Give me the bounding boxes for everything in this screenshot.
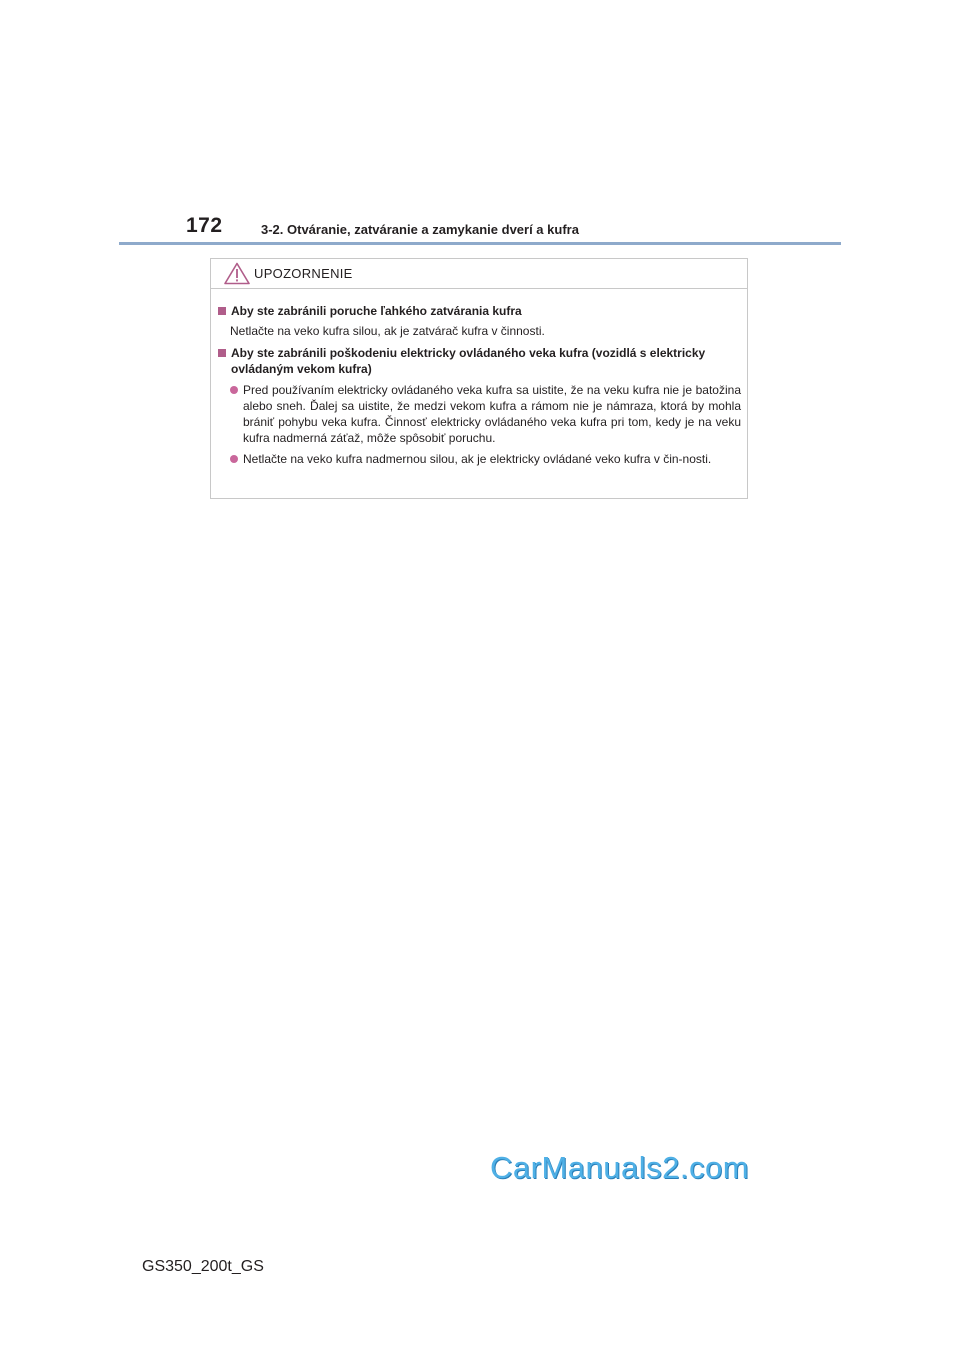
caution-body bbox=[211, 289, 747, 467]
section-title: 3-2. Otváranie, zatváranie a zamykanie dverí a kufra bbox=[261, 222, 579, 237]
caution-header bbox=[211, 259, 747, 289]
round-bullet-icon bbox=[230, 455, 238, 463]
bullet-item bbox=[230, 451, 741, 467]
watermark-logo: CarManuals2.com bbox=[490, 1150, 750, 1185]
bullet-text: Netlačte na veko kufra nadmernou silou, ak je elektricky ovládané veko kufra v čin-nosti. bbox=[243, 452, 712, 466]
header-rule bbox=[119, 242, 841, 245]
bullet-text: Pred používaním elektricky ovládaného veka kufra sa uistite, že na veku kufra nie je batožina alebo sneh. Ďalej sa uistite, že medzi vekom kufra a rámom nie je námraza, ktorá by mohla brániť pohybu veka kufra. Činnosť elektricky ovládaného veka kufra pri tom, kedy je na veku kufra nadmerná záťaž, môže spôsobiť poruchu. bbox=[243, 383, 741, 445]
caution-box bbox=[210, 258, 748, 499]
bullet-item bbox=[230, 382, 741, 446]
item-heading bbox=[217, 303, 741, 319]
caution-title: UPOZORNENIE bbox=[254, 266, 353, 281]
round-bullet-icon bbox=[230, 386, 238, 394]
item-heading bbox=[217, 345, 741, 377]
item-heading-text: Aby ste zabránili poškodeniu elektricky ovládaného veka kufra (vozidlá s elektricky ovládaným vekom kufra) bbox=[231, 346, 706, 376]
square-bullet-icon bbox=[218, 349, 226, 357]
square-bullet-icon bbox=[218, 307, 226, 315]
warning-triangle-icon bbox=[224, 262, 250, 285]
item-text: Netlačte na veko kufra silou, ak je zatvárač kufra v činnosti. bbox=[230, 324, 545, 338]
footer-model-code: GS350_200t_GS bbox=[142, 1258, 264, 1275]
page-number: 172 bbox=[186, 214, 223, 237]
item-heading-text: Aby ste zabránili poruche ľahkého zatvárania kufra bbox=[231, 304, 522, 318]
